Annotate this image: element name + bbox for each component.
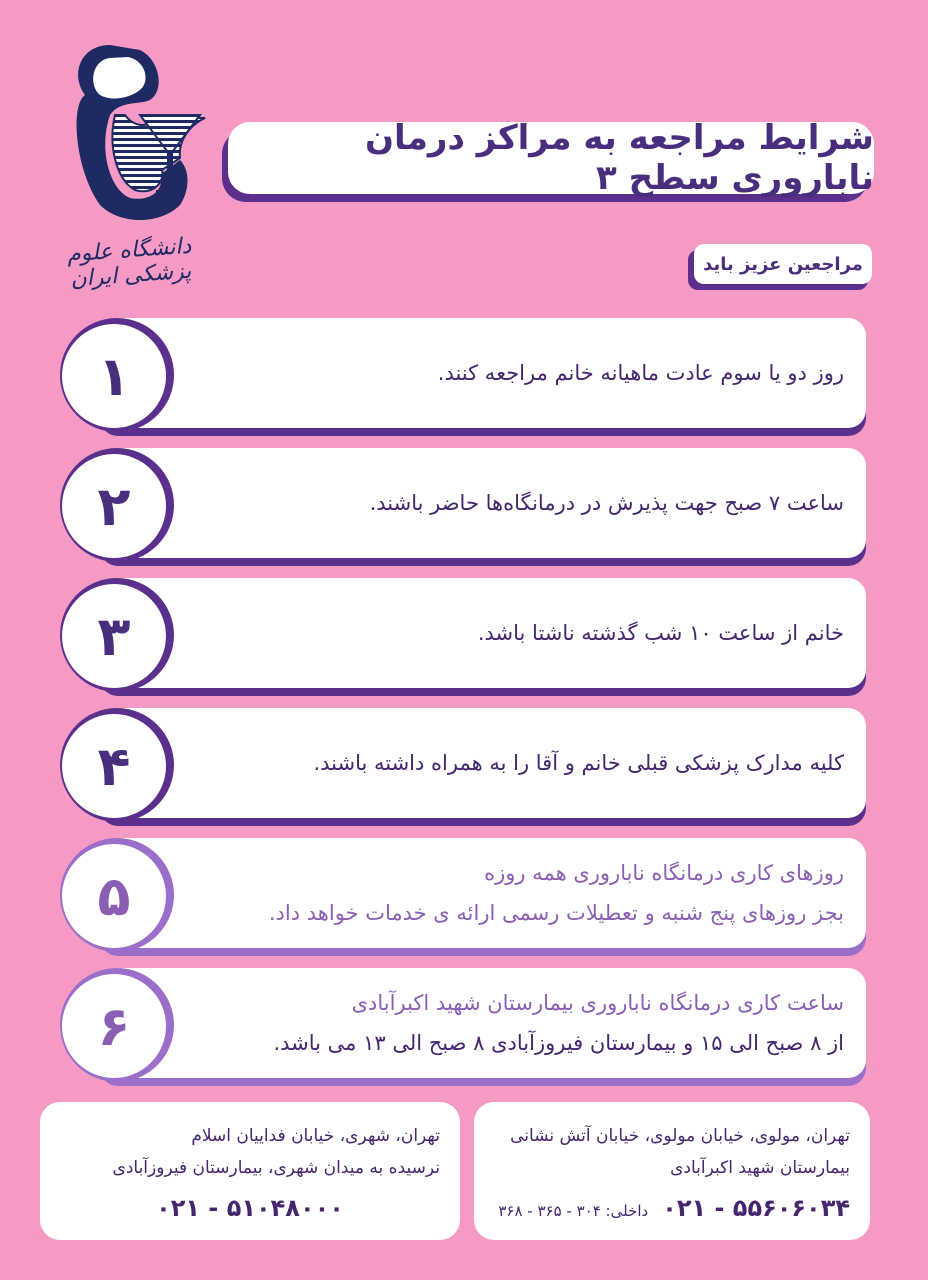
number-badge <box>60 448 174 562</box>
list-item-2 <box>60 448 866 562</box>
item-number: ۴ <box>97 734 131 798</box>
number-badge <box>60 708 174 822</box>
page-title: شرایط مراجعه به مراکز درمان ناباروری سطح ۳ <box>365 118 874 198</box>
number-badge <box>60 968 174 1082</box>
phone-number[interactable]: ۰۲۱ - ۵۱۰۴۸۰۰۰ <box>156 1194 344 1222</box>
item-number: ۵ <box>97 864 131 928</box>
item-text: ساعت کاری درمانگاه ناباروری بیمارستان شهید اکبرآبادی <box>351 991 844 1015</box>
address-card-firoozabadi <box>40 1102 460 1240</box>
item-text: خانم از ساعت ۱۰ شب گذشته ناشتا باشد. <box>477 621 844 645</box>
item-number: ۶ <box>97 994 131 1058</box>
number-badge <box>60 318 174 432</box>
address-line: بیمارستان شهید اکبرآبادی <box>670 1158 850 1178</box>
item-text: روزهای کاری درمانگاه ناباروری همه روزه <box>484 861 844 885</box>
item-text: روز دو یا سوم عادت ماهیانه خانم مراجعه کنند. <box>437 361 844 385</box>
item-text: کلیه مدارک پزشکی قبلی خانم و آقا را به همراه داشته باشند. <box>313 751 844 775</box>
address-line: تهران، شهری، خیابان فداییان اسلام <box>191 1126 440 1146</box>
university-name: دانشگاه علوم پزشکی ایران <box>66 233 193 293</box>
address-card-akbarabadi <box>474 1102 870 1240</box>
list-item-1 <box>60 318 866 432</box>
phone-number[interactable]: ۰۲۱ - ۵۵۶۰۶۰۳۴ <box>662 1194 850 1222</box>
item-number: ۳ <box>97 604 131 668</box>
list-item-5 <box>60 838 866 952</box>
list-item-3 <box>60 578 866 692</box>
number-badge <box>60 578 174 692</box>
address-line: نرسیده به میدان شهری، بیمارستان فیروزآبادی <box>112 1158 440 1178</box>
list-item-6 <box>60 968 866 1082</box>
item-text: ساعت ۷ صبح جهت پذیرش در درمانگاه‌ها حاضر باشند. <box>369 491 844 515</box>
item-text: بجز روزهای پنج شنبه و تعطیلات رسمی ارائه ی خدمات خواهد داد. <box>268 901 844 925</box>
number-badge <box>60 838 174 952</box>
subtitle: مراجعین عزیز باید <box>703 253 863 275</box>
item-number: ۱ <box>97 344 131 408</box>
list-item-4 <box>60 708 866 822</box>
item-text: از ۸ صبح الی ۱۵ و بیمارستان فیروزآبادی ۸ صبح الی ۱۳ می باشد. <box>273 1031 844 1055</box>
subtitle-banner <box>688 250 868 290</box>
item-number: ۲ <box>97 474 131 538</box>
university-emblem-icon <box>40 30 220 240</box>
phone-extension: داخلی: ۳۰۴ - ۳۶۵ - ۳۶۸ <box>498 1202 649 1220</box>
page-title-banner <box>222 118 874 202</box>
address-line: تهران، مولوی، خیابان مولوی، خیابان آتش نشانی <box>510 1126 850 1146</box>
